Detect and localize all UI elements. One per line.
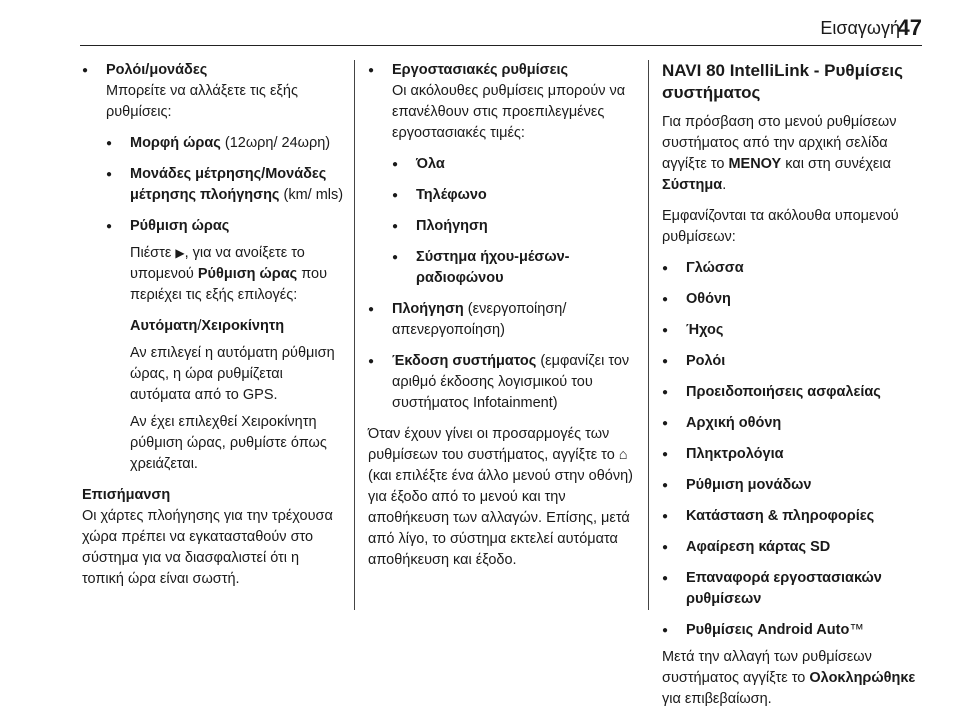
- submenu-item: ● Ήχος: [662, 320, 924, 341]
- auto-manual-label: Αυτόματη/Χειροκίνητη: [130, 318, 285, 334]
- system-version-item: ● Έκδοση συστήματος (εμφανίζει τον αριθμό έκδοσης λογισμικού του συστήματος Infotainment): [368, 351, 636, 414]
- submenu-item: ● Πληκτρολόγια: [662, 444, 924, 465]
- submenu-item: ● Προειδοποιήσεις ασφαλείας: [662, 382, 924, 403]
- navigation-item: ● Πλοήγηση (ενεργοποίηση/ απενεργοποίηση): [368, 299, 636, 341]
- column-divider-1: [354, 60, 355, 610]
- units-item: ● Μονάδες μέτρησης/Μονάδες μέτρησης πλοήγησης (km/ mls): [106, 164, 344, 206]
- page-number: 47: [897, 15, 922, 40]
- play-arrow-icon: ▶: [175, 246, 185, 260]
- submenu-item: ● Ρυθμίσεις Android Auto™: [662, 620, 924, 641]
- time-setting-desc: Πιέστε ▶, για να ανοίξετε το υπομενού Ρύθμιση ώρας που περιέχει τις εξής επιλογές:: [130, 245, 328, 303]
- page-header: [0, 0, 960, 46]
- factory-heading: ● Εργοστασιακές ρυθμίσεις: [368, 60, 636, 81]
- home-icon: ⌂: [618, 447, 628, 463]
- submenu-item: ● Αφαίρεση κάρτας SD: [662, 537, 924, 558]
- factory-item-all: ● Όλα: [392, 154, 636, 175]
- submenu-item: ● Γλώσσα: [662, 258, 924, 279]
- confirm-paragraph: Μετά την αλλαγή των ρυθμίσεων συστήματος αγγίξτε το Ολοκληρώθηκε για επιβεβαίωση.: [662, 649, 916, 707]
- header-rule: [80, 45, 922, 46]
- column-right: [662, 60, 924, 710]
- column-middle: [368, 60, 636, 571]
- submenu-item: ● Επαναφορά εργοστασιακών ρυθμίσεων: [662, 568, 924, 610]
- column-divider-2: [648, 60, 649, 610]
- submenu-item: ● Κατάσταση & πληροφορίες: [662, 506, 924, 527]
- submenu-item: ● Αρχική οθόνη: [662, 413, 924, 434]
- access-paragraph: Για πρόσβαση στο μενού ρυθμίσεων συστήματος από την αρχική σελίδα αγγίξτε το ΜΕΝΟΥ και στη συνέχεια Σύστημα.: [662, 114, 897, 193]
- clock-intro: Μπορείτε να αλλάξετε τις εξής ρυθμίσεις:: [106, 83, 298, 120]
- section-title: Εισαγωγή: [820, 18, 900, 38]
- factory-desc: Οι ακόλουθες ρυθμίσεις μπορούν να επανέλθουν στις προεπιλεγμένες εργοστασιακές τιμές:: [392, 83, 626, 141]
- column-left: [82, 60, 344, 590]
- time-format-item: ● Μορφή ώρας (12ωρη/ 24ωρη): [106, 133, 344, 154]
- clock-units-heading: ● Ρολόι/μονάδες: [82, 60, 344, 81]
- note-text: Οι χάρτες πλοήγησης για την τρέχουσα χώρα πρέπει να εγκατασταθούν στο σύστημα για να διασφαλιστεί ότι η τοπική ώρα είναι σωστή.: [82, 508, 333, 587]
- submenu-item: ● Ρύθμιση μονάδων: [662, 475, 924, 496]
- submenus-intro: Εμφανίζονται τα ακόλουθα υπομενού ρυθμίσεων:: [662, 208, 899, 245]
- factory-item-audio: ● Σύστημα ήχου-μέσων-ραδιοφώνου: [392, 247, 636, 289]
- save-exit-paragraph: Όταν έχουν γίνει οι προσαρμογές των ρυθμίσεων του συστήματος, αγγίξτε το ⌂ (και επιλέξτε ένα άλλο μενού στην οθόνη) για έξοδο από το μενού και την αποθήκευση των αλλαγών. Επίσης, μετά από λίγο, το σύστημα εκτελεί αυτόματα αποθήκευση και έξοδο.: [368, 426, 633, 568]
- system-settings-title: NAVI 80 IntelliLink - Ρυθμίσεις συστήματος: [662, 61, 903, 102]
- factory-item-navigation: ● Πλοήγηση: [392, 216, 636, 237]
- manual-desc: Αν έχει επιλεχθεί Χειροκίνητη ρύθμιση ώρας, ρυθμίστε όπως χρειάζεται.: [130, 414, 327, 472]
- submenu-item: ● Οθόνη: [662, 289, 924, 310]
- auto-desc: Αν επιλεγεί η αυτόματη ρύθμιση ώρας, η ώρα ρυθμίζεται αυτόματα από το GPS.: [130, 345, 335, 403]
- note-title: Επισήμανση: [82, 487, 171, 503]
- submenu-item: ● Ρολόι: [662, 351, 924, 372]
- factory-item-phone: ● Τηλέφωνο: [392, 185, 636, 206]
- time-setting-item: ● Ρύθμιση ώρας: [106, 216, 344, 237]
